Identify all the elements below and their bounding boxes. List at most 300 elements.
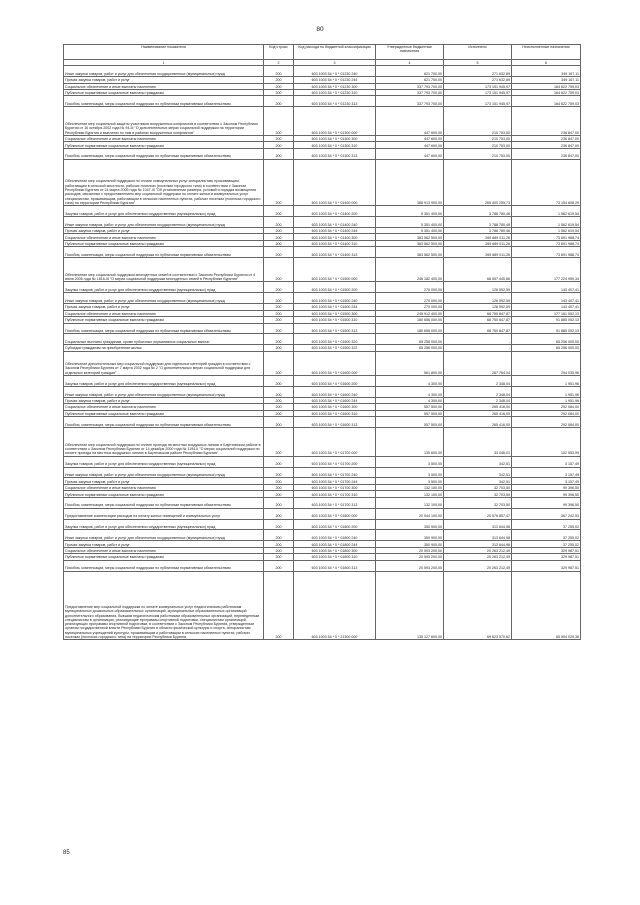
- row-plan-value: 337 793 700,00: [376, 83, 444, 89]
- row-rest-value: 73 691 988,74: [512, 240, 581, 246]
- row-done-value: 271 632,89: [444, 66, 512, 77]
- row-kbk: 603 1003 54 * 0 * 01500 240: [294, 293, 376, 304]
- row-kbk: 603 1003 54 * 0 * 01500 000: [294, 258, 376, 282]
- row-kbk: 603 1003 54 * 0 * 01500 310: [294, 317, 376, 323]
- row-plan-value: 20 593 200,00: [376, 560, 444, 571]
- row-code: 200: [264, 571, 294, 640]
- row-done-value: 342,51: [444, 456, 512, 467]
- row-name: Публичные нормативные социальные выплаты гражданам: [64, 554, 264, 560]
- row-done-value: 126 592,59: [444, 282, 512, 293]
- row-kbk: 603 1003 54 * 0 * 01400 000: [294, 159, 376, 206]
- row-code: 200: [264, 547, 294, 553]
- row-rest-value: 329 987,51: [512, 554, 581, 560]
- table-row: [64, 351, 581, 375]
- row-kbk: 603 1003 54 * 0 * 01500 200: [294, 282, 376, 293]
- table-row: [64, 148, 581, 159]
- row-code: 200: [264, 148, 294, 159]
- row-plan-value: 388 913 900,00: [376, 159, 444, 206]
- table-row: [64, 247, 581, 258]
- row-name: Обеспечение мер социальной поддержки многодетных семей в соответствии с Законом Республики Бурятия от 4 июля 2006 года № 1816-III "О мерах социальной поддержки многодетных семей в Республике Бурятия": [64, 258, 264, 282]
- table-row: [64, 66, 581, 77]
- table-row: [64, 467, 581, 478]
- row-rest-value: 65 256 000,00: [512, 345, 581, 351]
- row-code: 200: [264, 217, 294, 228]
- row-code: 200: [264, 386, 294, 397]
- row-code: 200: [264, 317, 294, 323]
- row-code: 200: [264, 456, 294, 467]
- row-code: 200: [264, 96, 294, 107]
- row-kbk: 603 1003 54 * 0 * 01400 300: [294, 234, 376, 240]
- row-kbk: 603 1003 54 * 0 * 01800 000: [294, 508, 376, 519]
- row-name: Прочая закупка товаров, работ и услуг: [64, 478, 264, 484]
- row-rest-value: 65 504 029,38: [512, 571, 581, 640]
- row-rest-value: 143 407,41: [512, 282, 581, 293]
- row-rest-value: 164 622 759,03: [512, 83, 581, 89]
- table-row: [64, 282, 581, 293]
- row-rest-value: 1 562 619,54: [512, 217, 581, 228]
- row-kbk: 603 1003 54 * 0 * 01700 240: [294, 467, 376, 478]
- row-rest-value: 3 157,49: [512, 478, 581, 484]
- row-kbk: 603 1003 54 * 0 * 01400 310: [294, 240, 376, 246]
- row-done-value: 342,51: [444, 478, 512, 484]
- row-kbk: 603 1003 54 * 0 * 01700 313: [294, 497, 376, 508]
- row-kbk: 603 1003 54 * 0 * 01600 244: [294, 397, 376, 403]
- row-plan-value: 3 500,00: [376, 456, 444, 467]
- row-plan-value: 246 182 400,00: [376, 258, 444, 282]
- table-row: [64, 317, 581, 323]
- row-plan-value: 383 562 500,00: [376, 240, 444, 246]
- row-rest-value: 292 084,00: [512, 417, 581, 428]
- table-row: [64, 554, 581, 560]
- budget-table: [63, 44, 581, 640]
- row-plan-value: 383 562 500,00: [376, 247, 444, 258]
- row-name: Прочая закупка товаров, работ и услуг: [64, 397, 264, 403]
- row-name: Публичные нормативные социальные выплаты гражданам: [64, 410, 264, 416]
- row-kbk: 603 1003 54 * 0 * 01230 313: [294, 96, 376, 107]
- row-code: 200: [264, 83, 294, 89]
- row-plan-value: 557 500,00: [376, 417, 444, 428]
- page-number-top: 80: [316, 26, 324, 33]
- table-row: [64, 258, 581, 282]
- row-name: Социальное обеспечение и иные выплаты населению: [64, 484, 264, 490]
- row-name: Пособия, компенсации, меры социальной поддержки по публичным нормативным обязательствам: [64, 148, 264, 159]
- table-row: [64, 135, 581, 141]
- header-rest: Неисполненные назначения: [512, 45, 581, 60]
- table-row: [64, 293, 581, 304]
- row-rest-value: 1 951,96: [512, 397, 581, 403]
- row-kbk: 603 1003 54 * 0 * 01230 244: [294, 77, 376, 83]
- header-plan: Утвержденные бюджетные назначения: [376, 45, 444, 60]
- table-row: [64, 497, 581, 508]
- row-rest-value: 37 255,02: [512, 530, 581, 541]
- row-rest-value: 91 885 052,13: [512, 323, 581, 334]
- row-done-value: 126 592,59: [444, 304, 512, 310]
- row-name: Публичные нормативные социальные выплаты гражданам: [64, 142, 264, 148]
- row-kbk: 603 1003 54 * 0 * 01600 000: [294, 351, 376, 375]
- row-done-value: 68 750 847,87: [444, 323, 512, 334]
- row-kbk: 603 1003 54 * 0 * 01700 310: [294, 491, 376, 497]
- column-number: 3: [294, 60, 376, 66]
- row-kbk: 603 1003 54 * 0 * 01800 244: [294, 541, 376, 547]
- row-name: Публичные нормативные социальные выплаты гражданам: [64, 317, 264, 323]
- row-rest-value: 329 987,51: [512, 560, 581, 571]
- row-done-value: 265 416,00: [444, 417, 512, 428]
- row-name: Иные закупки товаров, работ и услуг для обеспечения государственных (муниципальных) нужд: [64, 293, 264, 304]
- row-name: Предоставление мер социальной поддержки по оплате коммунальных услуг педагогическим работникам муниципальных дошкольных образовательных организаций, муниципальных образовательных организаций дополнительного образования, бывшим педагогическим работникам образовательных организаций, переведенным специалистам в организации, реализующие программы спортивной подготовки, специалистам организаций, реализующих программы спортивной подготовки, в соответствии с Законом Республики Бурятия, утвержденным органом государственной власти Республики Бурятия в области физической культуры и спорта, специалистам муниципальных учреждений культуры, проживающим и работающим в сельских населенных пунктах, рабочих поселках (поселках городского типа) на территории Республики Бурятия: [64, 571, 264, 640]
- row-name: Закупка товаров, работ и услуг для обеспечения государственных (муниципальных) нужд: [64, 282, 264, 293]
- row-code: 200: [264, 142, 294, 148]
- row-code: 200: [264, 351, 294, 375]
- row-plan-value: 447 600,00: [376, 107, 444, 136]
- row-kbk: 603 1003 54 * 0 * 01300 300: [294, 135, 376, 141]
- row-plan-value: 135 127 600,00: [376, 571, 444, 640]
- row-rest-value: 329 987,51: [512, 547, 581, 553]
- row-name: Пособия, компенсации, меры социальной поддержки по публичным нормативным обязательствам: [64, 417, 264, 428]
- row-code: 200: [264, 234, 294, 240]
- table-row: [64, 217, 581, 228]
- row-kbk: 603 1003 54 * 0 * 01700 000: [294, 428, 376, 457]
- row-plan-value: 5 351 400,00: [376, 206, 444, 217]
- row-rest-value: 294 035,96: [512, 351, 581, 375]
- row-name: Иные закупки товаров, работ и услуг для обеспечения государственных (муниципальных) нужд: [64, 66, 264, 77]
- row-done-value: 267 764,04: [444, 351, 512, 375]
- row-code: 200: [264, 77, 294, 83]
- row-code: 200: [264, 397, 294, 403]
- row-name: Иные закупки товаров, работ и услуг для обеспечения государственных (муниципальных) нужд: [64, 467, 264, 478]
- row-code: 200: [264, 282, 294, 293]
- row-code: 200: [264, 293, 294, 304]
- row-name: Обеспечение мер социальной поддержки по оплате коммунальных услуг специалистам, проживающим, работающим в сельской местности, рабочих поселках (поселках городского типа) в соответствии с Законом Республики Бурятия от 24 марта 2005 года № 1047-III "Об установлении размера, условий и порядка возмещения расходов, связанных с предоставлением мер социальной поддержки по оплате жилья и коммунальных услуг специалистам, проживающим, работающим в сельских населенных пунктах, рабочих поселках (поселках городского типа) на территории Республики Бурятия": [64, 159, 264, 206]
- row-plan-value: 5 351 400,00: [376, 228, 444, 234]
- row-name: Публичные нормативные социальные выплаты гражданам: [64, 491, 264, 497]
- table-row: [64, 142, 581, 148]
- row-kbk: 603 1003 54 * 0 * 01400 313: [294, 247, 376, 258]
- row-rest-value: 349 167,11: [512, 66, 581, 77]
- row-plan-value: 350 900,00: [376, 519, 444, 530]
- row-done-value: 210 753,00: [444, 142, 512, 148]
- table-row: [64, 508, 581, 519]
- row-name: Пособия, компенсации, меры социальной поддержки по публичным нормативным обязательствам: [64, 323, 264, 334]
- row-plan-value: 180 656 000,00: [376, 317, 444, 323]
- row-kbk: 603 1003 54 * 0 * 01800 300: [294, 547, 376, 553]
- row-kbk: 603 1003 54 * 0 * 01230 300: [294, 83, 376, 89]
- row-name: Публичные нормативные социальные выплаты гражданам: [64, 89, 264, 95]
- row-code: 200: [264, 310, 294, 316]
- row-code: 200: [264, 240, 294, 246]
- row-code: 200: [264, 376, 294, 387]
- row-rest-value: 73 691 988,74: [512, 247, 581, 258]
- header-kbk: Код расхода по бюджетной классификации: [294, 45, 376, 60]
- row-rest-value: 177 224 959,34: [512, 258, 581, 282]
- table-row: [64, 89, 581, 95]
- row-done-value: 32 703,50: [444, 484, 512, 490]
- row-plan-value: 135 600,00: [376, 428, 444, 457]
- header-row: [64, 45, 581, 60]
- row-rest-value: 1 951,96: [512, 376, 581, 387]
- header-name: Наименование показателя: [64, 45, 264, 60]
- row-kbk: 603 1003 54 * 0 * 01500 313: [294, 323, 376, 334]
- row-done-value: 3 788 780,46: [444, 206, 512, 217]
- row-done-value: 173 151 945,97: [444, 96, 512, 107]
- row-kbk: 603 1003 54 * 0 * 01800 310: [294, 554, 376, 560]
- row-rest-value: 236 847,00: [512, 142, 581, 148]
- row-done-value: 210 753,00: [444, 107, 512, 136]
- row-done-value: 271 632,89: [444, 77, 512, 83]
- row-name: Социальное обеспечение и иные выплаты населению: [64, 83, 264, 89]
- row-plan-value: 557 500,00: [376, 410, 444, 416]
- row-plan-value: 65 256 000,00: [376, 345, 444, 351]
- row-done-value: 210 753,00: [444, 148, 512, 159]
- row-name: Социальное обеспечение и иные выплаты населению: [64, 310, 264, 316]
- row-done-value: 20 263 212,49: [444, 547, 512, 553]
- row-plan-value: 132 100,00: [376, 497, 444, 508]
- row-code: 200: [264, 497, 294, 508]
- row-code: 200: [264, 508, 294, 519]
- column-number: 6: [512, 60, 581, 66]
- row-plan-value: 180 656 000,00: [376, 323, 444, 334]
- row-kbk: 603 1003 54 * 0 * 01230 310: [294, 89, 376, 95]
- row-kbk: 603 1003 54 * 0 * 01600 313: [294, 417, 376, 428]
- row-rest-value: 73 154 608,29: [512, 159, 581, 206]
- row-done-value: 68 957 440,66: [444, 258, 512, 282]
- row-code: 200: [264, 66, 294, 77]
- row-name: Социальные выплаты гражданам, кроме публичных нормативных социальных выплат: [64, 334, 264, 345]
- row-name: Публичные нормативные социальные выплаты гражданам: [64, 240, 264, 246]
- table-row: [64, 484, 581, 490]
- row-kbk: 603 1003 54 * 0 * 21300 000: [294, 571, 376, 640]
- row-done-value: 265 416,00: [444, 404, 512, 410]
- row-kbk: 603 1003 54 * 0 * 01600 310: [294, 410, 376, 416]
- row-rest-value: 143 407,41: [512, 293, 581, 304]
- row-name: Закупка товаров, работ и услуг для обеспечения государственных (муниципальных) нужд: [64, 519, 264, 530]
- row-rest-value: 102 553,99: [512, 428, 581, 457]
- row-done-value: 33 046,01: [444, 428, 512, 457]
- table-row: [64, 240, 581, 246]
- row-rest-value: 3 157,49: [512, 467, 581, 478]
- row-done-value: 2 348,04: [444, 386, 512, 397]
- row-kbk: 603 1003 54 * 0 * 01500 322: [294, 345, 376, 351]
- row-plan-value: 5 351 400,00: [376, 217, 444, 228]
- row-code: 200: [264, 206, 294, 217]
- row-name: Пособия, компенсации, меры социальной поддержки по публичным нормативным обязательствам: [64, 247, 264, 258]
- row-rest-value: 3 157,49: [512, 456, 581, 467]
- row-kbk: 603 1003 54 * 0 * 01230 240: [294, 66, 376, 77]
- row-rest-value: 99 396,50: [512, 497, 581, 508]
- row-rest-value: 349 167,11: [512, 77, 581, 83]
- table-row: [64, 159, 581, 206]
- row-rest-value: 65 256 000,00: [512, 334, 581, 345]
- row-kbk: 603 1003 54 * 0 * 01700 244: [294, 478, 376, 484]
- row-name: Прочая закупка товаров, работ и услуг: [64, 541, 264, 547]
- row-done-value: -: [444, 334, 512, 345]
- row-plan-value: 20 593 200,00: [376, 547, 444, 553]
- row-done-value: 269 689 011,26: [444, 234, 512, 240]
- row-plan-value: 621 700,00: [376, 77, 444, 83]
- row-done-value: 269 689 011,26: [444, 247, 512, 258]
- row-rest-value: 73 691 988,74: [512, 234, 581, 240]
- row-rest-value: 1 562 619,54: [512, 228, 581, 234]
- row-done-value: 342,51: [444, 467, 512, 478]
- row-plan-value: 4 300,00: [376, 386, 444, 397]
- row-plan-value: 4 300,00: [376, 376, 444, 387]
- row-kbk: 603 1003 54 * 0 * 01500 244: [294, 304, 376, 310]
- row-done-value: 3 788 780,46: [444, 217, 512, 228]
- table-row: [64, 491, 581, 497]
- row-code: 200: [264, 428, 294, 457]
- row-plan-value: 20 593 200,00: [376, 554, 444, 560]
- row-done-value: 32 703,50: [444, 497, 512, 508]
- table-row: [64, 107, 581, 136]
- row-plan-value: 20 944 100,00: [376, 508, 444, 519]
- row-plan-value: 447 600,00: [376, 142, 444, 148]
- row-rest-value: 91 885 052,13: [512, 317, 581, 323]
- row-name: Пособия, компенсации, меры социальной поддержки по публичным нормативным обязательствам: [64, 96, 264, 107]
- row-name: Социальное обеспечение и иные выплаты населению: [64, 547, 264, 553]
- row-plan-value: 65 256 000,00: [376, 334, 444, 345]
- row-code: 200: [264, 417, 294, 428]
- row-code: 200: [264, 89, 294, 95]
- row-kbk: 603 1003 54 * 0 * 01400 240: [294, 217, 376, 228]
- table-row: [64, 530, 581, 541]
- row-code: 200: [264, 247, 294, 258]
- row-kbk: 603 1003 54 * 0 * 01800 240: [294, 530, 376, 541]
- row-name: Иные закупки товаров, работ и услуг для обеспечения государственных (муниципальных) нужд: [64, 530, 264, 541]
- row-name: Прочая закупка товаров, работ и услуг: [64, 77, 264, 83]
- row-code: 200: [264, 530, 294, 541]
- row-done-value: 313 644,98: [444, 541, 512, 547]
- header-done: Исполнено: [444, 45, 512, 60]
- table-row: [64, 417, 581, 428]
- row-code: 200: [264, 541, 294, 547]
- row-name: Обеспечение мер социальной поддержки по оплате проезда на местных воздушных линиях в Баунтовском районе в соответствии с Законом Республики Бурятия от 14 декабря 2000 года № 1194-II "О мерах социальной поддержки по оплате проезда на местных воздушных линиях в Баунтовском районе Республики Бурятия": [64, 428, 264, 457]
- row-code: 200: [264, 519, 294, 530]
- row-code: 200: [264, 159, 294, 206]
- table-row: [64, 519, 581, 530]
- table-row: [64, 428, 581, 457]
- row-kbk: 603 1003 54 * 0 * 01700 200: [294, 456, 376, 467]
- row-rest-value: 99 396,50: [512, 491, 581, 497]
- table-row: [64, 560, 581, 571]
- row-code: 200: [264, 323, 294, 334]
- table-row: [64, 83, 581, 89]
- row-plan-value: 383 562 500,00: [376, 234, 444, 240]
- row-plan-value: 4 300,00: [376, 397, 444, 403]
- row-done-value: 2 348,04: [444, 376, 512, 387]
- row-name: Социальное обеспечение и иные выплаты населению: [64, 404, 264, 410]
- row-done-value: 313 644,98: [444, 530, 512, 541]
- row-code: 200: [264, 404, 294, 410]
- row-name: Пособия, компенсации, меры социальной поддержки по публичным нормативным обязательствам: [64, 497, 264, 508]
- row-rest-value: 143 407,41: [512, 304, 581, 310]
- row-kbk: 603 1003 54 * 0 * 01300 310: [294, 142, 376, 148]
- row-name: Иные закупки товаров, работ и услуг для обеспечения государственных (муниципальных) нужд: [64, 386, 264, 397]
- row-name: Социальное обеспечение и иные выплаты населению: [64, 234, 264, 240]
- row-kbk: 603 1003 54 * 0 * 01600 200: [294, 376, 376, 387]
- row-name: Социальное обеспечение и иные выплаты населению: [64, 135, 264, 141]
- row-name: Закупка товаров, работ и услуг для обеспечения государственных (муниципальных) нужд: [64, 456, 264, 467]
- column-number: 1: [64, 60, 264, 66]
- row-plan-value: 3 500,00: [376, 478, 444, 484]
- row-kbk: 603 1003 54 * 0 * 01300 313: [294, 148, 376, 159]
- row-kbk: 603 1003 54 * 0 * 01600 240: [294, 386, 376, 397]
- row-done-value: 265 400 255,73: [444, 159, 512, 206]
- row-rest-value: 177 161 552,13: [512, 310, 581, 316]
- table-row: [64, 386, 581, 397]
- row-rest-value: 236 847,00: [512, 135, 581, 141]
- row-code: 200: [264, 554, 294, 560]
- row-kbk: 603 1003 54 * 0 * 01800 200: [294, 519, 376, 530]
- row-done-value: 20 263 212,49: [444, 554, 512, 560]
- table-row: [64, 410, 581, 416]
- row-rest-value: 292 084,00: [512, 410, 581, 416]
- row-name: Иные закупки товаров, работ и услуг для обеспечения государственных (муниципальных) нужд: [64, 217, 264, 228]
- row-plan-value: 447 600,00: [376, 148, 444, 159]
- row-rest-value: 37 255,02: [512, 541, 581, 547]
- row-code: 200: [264, 228, 294, 234]
- row-code: 200: [264, 467, 294, 478]
- table-row: [64, 571, 581, 640]
- column-number: 4: [376, 60, 444, 66]
- column-number: 5: [444, 60, 512, 66]
- row-code: 200: [264, 560, 294, 571]
- row-done-value: 68 750 847,87: [444, 310, 512, 316]
- row-rest-value: 236 847,00: [512, 148, 581, 159]
- row-rest-value: 99 396,50: [512, 484, 581, 490]
- row-code: 200: [264, 304, 294, 310]
- row-code: 200: [264, 484, 294, 490]
- row-name: Пособия, компенсации, меры социальной поддержки по публичным нормативным обязательствам: [64, 560, 264, 571]
- row-kbk: 603 1003 54 * 0 * 01700 300: [294, 484, 376, 490]
- row-kbk: 603 1003 54 * 0 * 01500 300: [294, 310, 376, 316]
- row-done-value: -: [444, 345, 512, 351]
- row-done-value: 173 151 945,97: [444, 83, 512, 89]
- row-rest-value: 37 255,02: [512, 519, 581, 530]
- row-plan-value: 3 500,00: [376, 467, 444, 478]
- row-plan-value: 270 000,00: [376, 304, 444, 310]
- row-kbk: 603 1003 54 * 0 * 01400 200: [294, 206, 376, 217]
- row-code: 200: [264, 491, 294, 497]
- row-plan-value: 561 800,00: [376, 351, 444, 375]
- row-plan-value: 270 000,00: [376, 293, 444, 304]
- row-code: 200: [264, 410, 294, 416]
- row-rest-value: 292 084,00: [512, 404, 581, 410]
- table-row: [64, 234, 581, 240]
- row-plan-value: 132 100,00: [376, 491, 444, 497]
- row-name: Прочая закупка товаров, работ и услуг: [64, 304, 264, 310]
- row-rest-value: 1 951,96: [512, 386, 581, 397]
- row-done-value: 173 151 945,97: [444, 89, 512, 95]
- column-number: 2: [264, 60, 294, 66]
- row-done-value: 20 263 212,49: [444, 560, 512, 571]
- row-plan-value: 447 600,00: [376, 135, 444, 141]
- row-plan-value: 621 700,00: [376, 66, 444, 77]
- row-code: 200: [264, 258, 294, 282]
- table-row: [64, 206, 581, 217]
- row-code: 200: [264, 135, 294, 141]
- row-kbk: 603 1003 54 * 0 * 01500 320: [294, 334, 376, 345]
- row-done-value: 2 348,04: [444, 397, 512, 403]
- row-done-value: 126 592,59: [444, 293, 512, 304]
- table-row: [64, 404, 581, 410]
- row-done-value: 69 623 570,62: [444, 571, 512, 640]
- row-kbk: 603 1003 54 * 0 * 01300 000: [294, 107, 376, 136]
- row-plan-value: 350 900,00: [376, 530, 444, 541]
- row-kbk: 603 1003 54 * 0 * 01800 313: [294, 560, 376, 571]
- row-plan-value: 270 000,00: [376, 282, 444, 293]
- table-row: [64, 323, 581, 334]
- row-name: Обеспечение мер социальной защиты участников вооруженных конфликтов в соответствии с Законом Республики Бурятия от 16 октября 2002 года № 94-III "О дополнительных мерах социальной поддержки на территории Республики Бурятия и выплатах по ним в районах вооруженных конфликтов": [64, 107, 264, 136]
- table-row: [64, 96, 581, 107]
